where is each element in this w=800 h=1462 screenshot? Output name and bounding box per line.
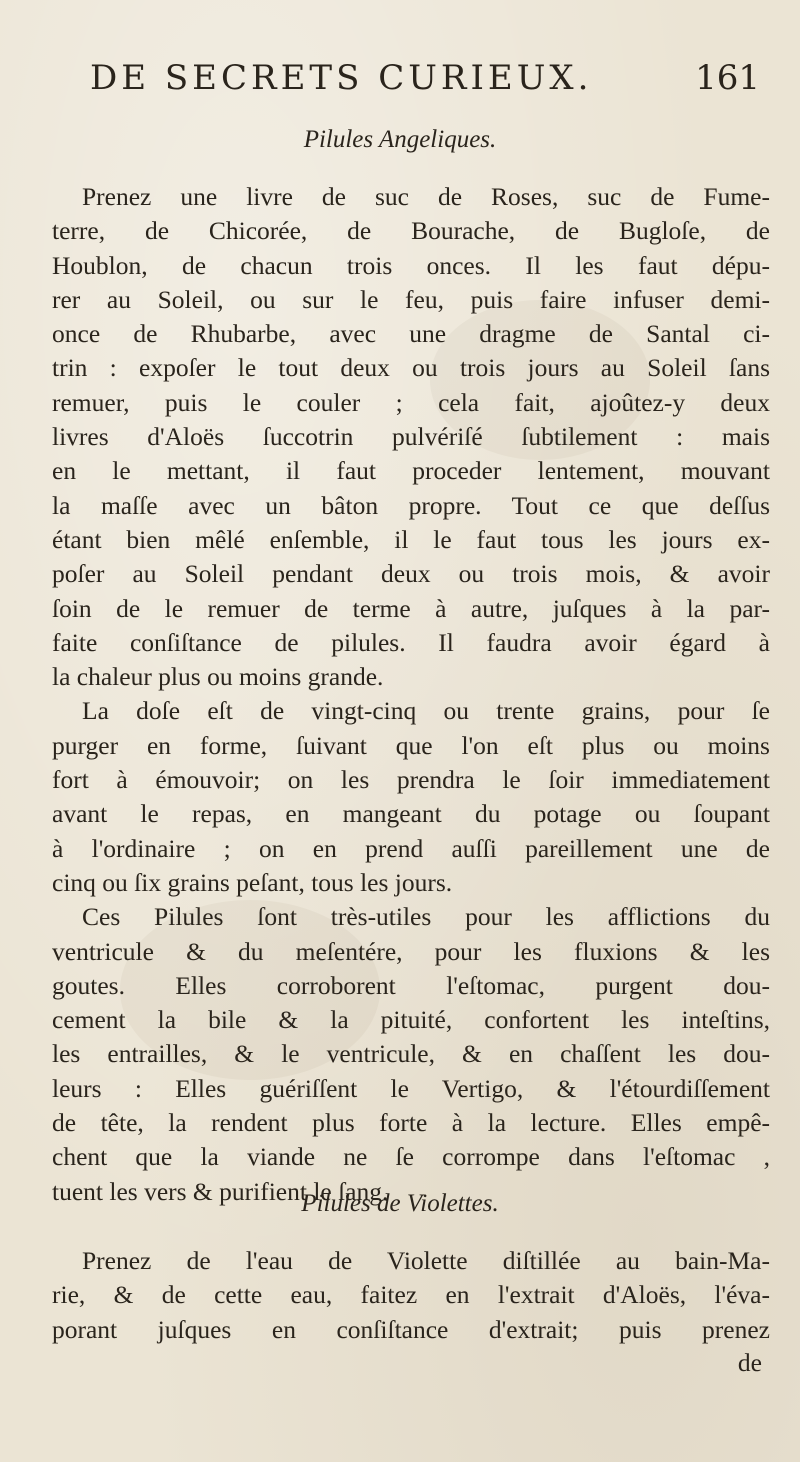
text-line: Prenez une livre de suc de Roses, suc de Fume- [82, 182, 770, 211]
text-line: La doſe eſt de vingt-cinq ou trente grains, pour ſe [82, 696, 770, 726]
text-line: la chaleur plus ou moins grande. [52, 662, 384, 692]
text-line: en le mettant, il faut proceder lentement, mouvant [52, 456, 770, 486]
text-line: faite conſiſtance de pilules. Il faudra avoir égard à [52, 627, 770, 657]
text-line: leurs : Elles guériſſent le Vertigo, & l'étourdiſſement [52, 1073, 770, 1103]
text-line: rie, & de cette eau, faitez en l'extrait d'Aloës, l'éva- [52, 1280, 770, 1310]
text-line: poſer au Soleil pendant deux ou trois mois, & avoir [52, 559, 770, 589]
running-head: DE SECRETS CURIEUX. [90, 58, 593, 98]
text-line: cement la bile & la pituité, confortent les inteſtins, [52, 1005, 770, 1035]
text-line: terre, de Chicorée, de Bourache, de Bugloſe, de [52, 216, 770, 246]
text-line: once de Rhubarbe, avec une dragme de Santal ci- [52, 319, 770, 349]
text-line: livres d'Aloës ſuccotrin pulvériſé ſubtilement : mais [52, 422, 770, 452]
text-line: ſoin de le remuer de terme à autre, juſques à la par- [52, 593, 770, 623]
text-line: étant bien mêlé enſemble, il le faut tous les jours ex- [52, 524, 770, 554]
text-line: Prenez de l'eau de Violette diſtillée au bain-Ma- [82, 1246, 770, 1275]
text-line: goutes. Elles corroborent l'eſtomac, purgent dou- [52, 970, 770, 1000]
text-line: purger en forme, ſuivant que l'on eſt plus ou moins [52, 730, 770, 760]
text-line: de tête, la rendent plus forte à la lecture. Elles empê- [52, 1108, 770, 1138]
text-line: chent que la viande ne ſe corrompe dans l'eſtomac , [52, 1142, 770, 1172]
paragraph-block [52, 180, 770, 1209]
text-line: tuent les vers & purifient le ſang. [52, 1176, 389, 1206]
text-line: à l'ordinaire ; on en prend auſſi pareillement une de [52, 833, 770, 863]
paragraph-block [52, 1244, 770, 1347]
text-line: Ces Pilules ſont très-utiles pour les afflictions du [82, 902, 770, 932]
text-line: Houblon, de chacun trois onces. Il les faut dépu- [52, 250, 770, 280]
text-line: les entrailles, & le ventricule, & en chaſſent les dou- [52, 1039, 770, 1069]
catchword: de [737, 1348, 762, 1377]
section-title: Pilules Angeliques. [303, 126, 497, 153]
text-line: fort à émouvoir; on les prendra le ſoir immediatement [52, 765, 770, 795]
page-header [90, 58, 760, 108]
section-title: Pilules de Violettes. [301, 1190, 499, 1217]
text-line: rer au Soleil, ou sur le feu, puis faire infuser demi- [52, 284, 770, 314]
text-line: la maſſe avec un bâton propre. Tout ce que deſſus [52, 490, 770, 520]
text-line: remuer, puis le couler ; cela fait, ajoûtez-y deux [52, 387, 770, 417]
text-line: trin : expoſer le tout deux ou trois jours au Soleil ſans [52, 353, 770, 383]
page-number: 161 [695, 58, 760, 98]
text-line: ventricule & du meſentére, pour les fluxions & les [52, 936, 770, 966]
text-line: cinq ou ſix grains peſant, tous les jours. [52, 867, 453, 897]
text-line: porant juſques en conſiſtance d'extrait; puis prenez [52, 1314, 770, 1344]
text-line: avant le repas, en mangeant du potage ou ſoupant [52, 799, 770, 829]
